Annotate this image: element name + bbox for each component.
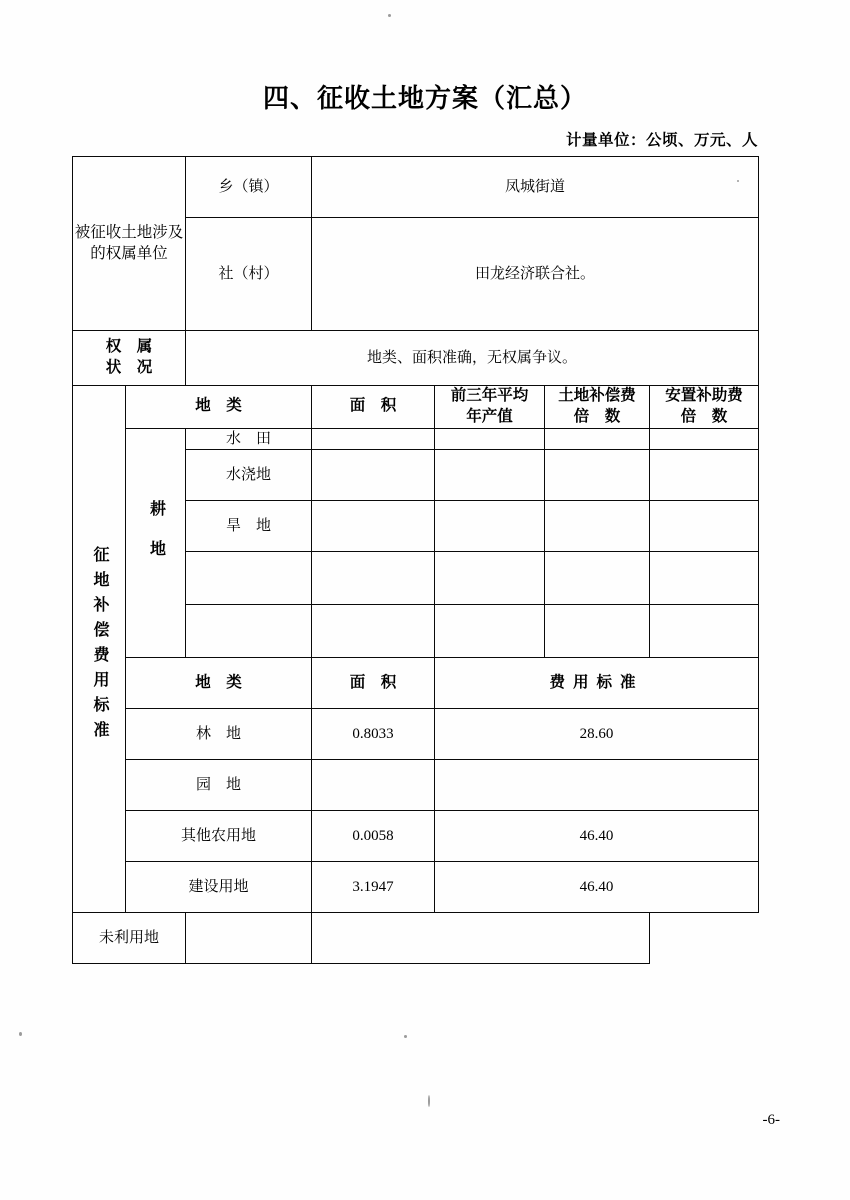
resettlement-subsidy-value [650, 605, 759, 658]
table-row-paddy-field [73, 428, 759, 449]
ownership-status-label-line2: 状 况 [105, 359, 153, 376]
land-compensation-value [545, 450, 650, 501]
header-land-compensation-multiple [545, 386, 650, 429]
header-land-compensation-line2: 倍 数 [573, 407, 621, 425]
scan-speckle [388, 14, 391, 17]
land-area-value: 3.1947 [312, 862, 435, 913]
table-row-compensation-header [73, 386, 759, 429]
land-area-value [186, 913, 312, 964]
resettlement-subsidy-value [650, 428, 759, 449]
land-area-value: 0.0058 [312, 811, 435, 862]
land-area-value [312, 450, 435, 501]
land-type-name: 旱 地 [186, 501, 312, 552]
land-type-name [186, 605, 312, 658]
header-area-b: 面 积 [312, 658, 435, 709]
header-resettlement-line2: 倍 数 [680, 407, 728, 425]
land-compensation-value [545, 552, 650, 605]
header-fee-standard: 费用标准 [435, 658, 759, 709]
table-row-construction-land [73, 862, 759, 913]
average-yield-value [435, 501, 545, 552]
village-value: 田龙经济联合社。 [312, 218, 759, 331]
land-type-name: 未利用地 [73, 913, 186, 964]
average-yield-value [435, 605, 545, 658]
header-land-type-b: 地 类 [126, 658, 312, 709]
average-yield-value [435, 552, 545, 605]
resettlement-subsidy-value [650, 450, 759, 501]
land-area-value [312, 760, 435, 811]
table-row-unused-land [73, 913, 759, 964]
land-area-value: 0.8033 [312, 709, 435, 760]
page-number: -6- [762, 1112, 780, 1128]
table-row-fee-standard-header [73, 658, 759, 709]
header-area: 面 积 [312, 386, 435, 429]
township-label: 乡（镇） [186, 157, 312, 218]
fee-standard-value [435, 760, 759, 811]
ownership-units-label: 被征收土地涉及的权属单位 [73, 157, 186, 331]
header-average-yield-line1: 前三年平均 [450, 387, 529, 404]
table-row-ownership-status [73, 331, 759, 386]
land-type-name: 园 地 [126, 760, 312, 811]
land-area-value [312, 501, 435, 552]
land-type-name: 水 田 [186, 428, 312, 449]
township-value: 凤城街道 [312, 157, 759, 218]
average-yield-value [435, 428, 545, 449]
cultivated-land-group-label-text: 耕地 [147, 499, 165, 580]
table-row-township [73, 157, 759, 218]
page-title: 四、征收土地方案（汇总） [262, 84, 587, 113]
ownership-status-value: 地类、面积准确，无权属争议。 [186, 331, 759, 386]
land-compensation-value [545, 501, 650, 552]
land-area-value [312, 428, 435, 449]
land-compensation-value [545, 428, 650, 449]
ownership-status-label [73, 331, 186, 386]
scan-speckle [737, 180, 739, 182]
header-average-yield [435, 386, 545, 429]
land-area-value [312, 605, 435, 658]
land-type-name: 水浇地 [186, 450, 312, 501]
land-area-value [312, 552, 435, 605]
fee-standard-value: 46.40 [435, 811, 759, 862]
compensation-side-label [73, 386, 126, 913]
header-resettlement-line1: 安置补助费 [665, 387, 743, 404]
land-type-name: 建设用地 [126, 862, 312, 913]
land-acquisition-table [72, 156, 759, 964]
scan-speckle [428, 1095, 430, 1107]
scan-speckle [404, 1035, 407, 1038]
average-yield-value [435, 450, 545, 501]
fee-standard-value: 46.40 [435, 862, 759, 913]
land-type-name: 林 地 [126, 709, 312, 760]
header-resettlement-subsidy-multiple [650, 386, 759, 429]
fee-standard-value: 28.60 [435, 709, 759, 760]
table-row-forest-land [73, 709, 759, 760]
ownership-status-label-line1: 权 属 [105, 338, 153, 356]
land-type-name [186, 552, 312, 605]
header-land-type: 地 类 [126, 386, 312, 429]
table-row-other-agricultural-land [73, 811, 759, 862]
header-average-yield-line2: 年产值 [466, 407, 513, 425]
header-land-compensation-line1: 土地补偿费 [558, 387, 636, 404]
fee-standard-value [312, 913, 650, 964]
resettlement-subsidy-value [650, 501, 759, 552]
land-compensation-value [545, 605, 650, 658]
compensation-side-label-text: 征地补偿费用标准 [91, 545, 108, 746]
cultivated-land-group-label [126, 428, 186, 657]
land-type-name: 其他农用地 [126, 811, 312, 862]
resettlement-subsidy-value [650, 552, 759, 605]
scan-speckle [19, 1032, 22, 1036]
village-label: 社（村） [186, 218, 312, 331]
measurement-unit-note: 计量单位：公顷、万元、人 [565, 132, 758, 149]
table-row-garden-land [73, 760, 759, 811]
